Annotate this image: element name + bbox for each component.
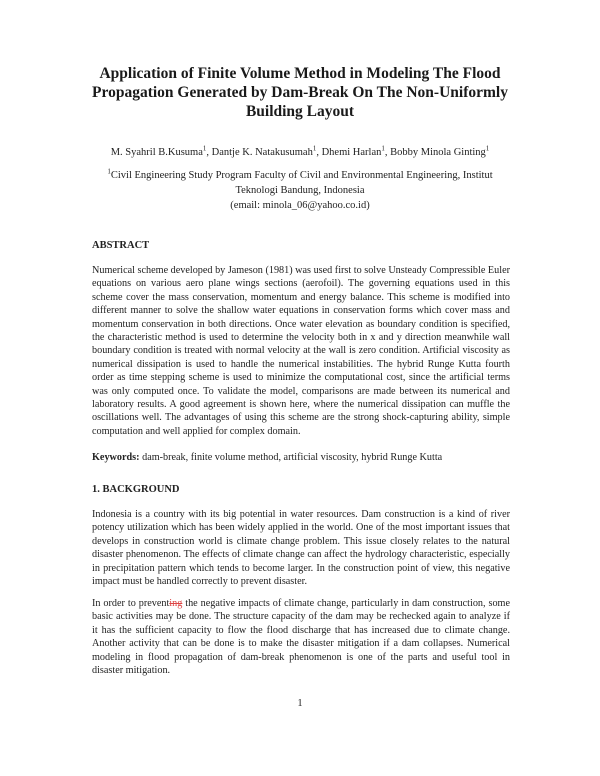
keywords-list: dam-break, finite volume method, artificial viscosity, hybrid Runge Kutta [139,452,443,463]
author-affiliation-mark: 1 [312,144,317,153]
body-paragraph: Indonesia is a country with its big potential in water resources. Dam construction is a kind of river potency utilization which has been widely applied in the world. One of the most important issues that develops in construction world is climate change problem. This issue closely relates to the natural disaster phenomenon. The effects of climate change can affect the hydrology characteristic, especially in precipitation pattern which tends to become larger. In the construction point of view, this negative impact must be handled correctly to prevent disaster. [92,509,510,588]
affiliation-block [90,168,510,213]
abstract-heading: ABSTRACT [92,240,150,251]
author-name: Bobby Minola Ginting [390,147,486,158]
paper-title: Application of Finite Volume Method in Modeling The Flood Propagation Generated by Dam-Break On The Non-Uniformly Building Layout [92,65,508,120]
author-name: Dhemi Harlan [321,147,382,158]
contact-email: (email: minola_06@yahoo.co.id) [230,200,370,211]
author-affiliation-mark: 1 [485,144,490,153]
page-number: 1 [297,698,303,709]
author-affiliation-mark: 1 [381,144,385,153]
author-affiliation-mark: 1 [202,144,207,153]
tracked-deletion: ing [169,598,183,609]
author-name: M. Syahril B.Kusuma [110,147,203,158]
keywords [92,452,510,463]
body-paragraph: In order to preventing the negative impacts of climate change, particularly in dam construction, some basic activities may be done. The structure capacity of the dam may be rechecked again to analyze if it has the sufficient capacity to flow the flood discharge that has increased due to climate change. Another activity that can be done is to make the disaster mitigation if a dam collapses. Numerical modeling in flood propagation of dam-break phenomenon is one of the parts and useful tool in disaster mitigation. [92,598,511,677]
abstract-text: Numerical scheme developed by Jameson (1981) was used first to solve Unsteady Compressible Euler equations on various aero plane wings sections (aerofoil). The governing equations used in this scheme cover the mass conservation, momentum and energy balance. This scheme is modified into different manner to solve the shallow water equations in conservation forms which cover mass and momentum conservation in both directions. Once water elevation as boundary condition is specified, the characteristic method is used to determine the velocity both in x and y direction meanwhile wall boundary condition is treated with normal velocity at the wall is zero condition. Artificial viscosity as numerical dissipation is used to handle the numerical instabilities. The hybrid Runge Kutta fourth order as time stepping scheme is used to minimize the computational cost, since the artificial terms was only computed once. To validate the model, comparisons are made between its numerical and laboratory results. A good agreement is shown here, where the numerical dissipation can muffle the oscillations well. The advantages of using this scheme are the strong shock-capturing ability, simple computation and well applied for complex domain. [92,265,510,437]
author-list: M. Syahril B.Kusuma$^1$, Dantje K. Natakusumah$^1$, Dhemi Harlan$^1$, Bobby Minola Ginting$^1$ [110,144,490,158]
section-heading: 1. BACKGROUND [92,484,180,495]
affiliation: $^1$Civil Engineering Study Program Faculty of Civil and Environmental Engineering, Institut Teknologi Bandung, Indonesia [107,167,493,196]
keywords-label: Keywords: [92,452,140,463]
affiliation-mark: 1 [107,167,111,176]
author-name: Dantje K. Natakusumah [211,147,313,158]
